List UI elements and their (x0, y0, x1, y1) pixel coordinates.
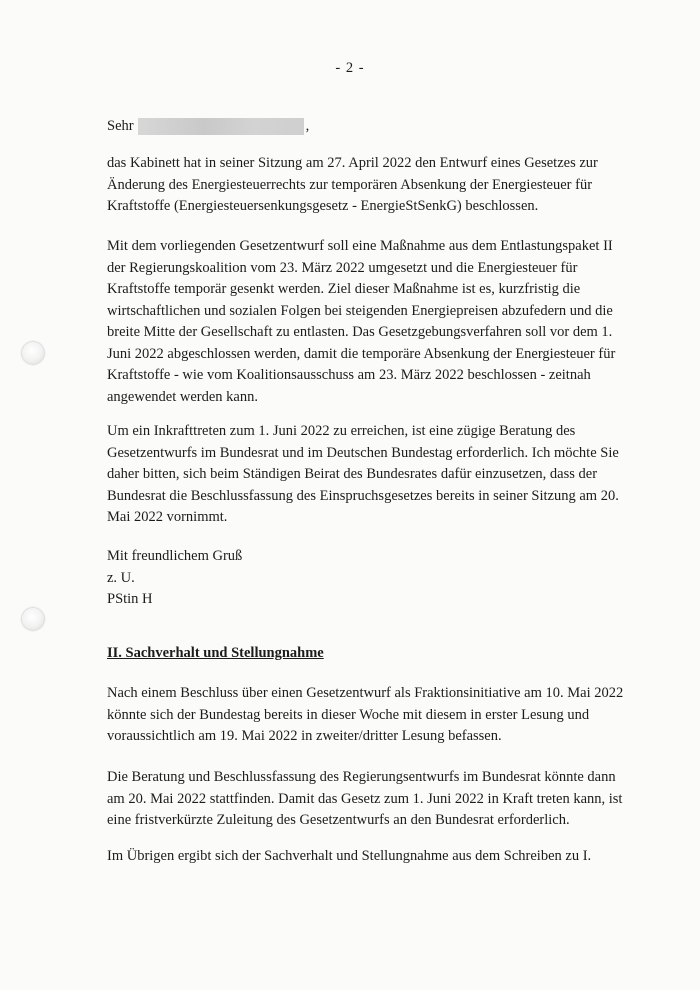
salutation-suffix: , (305, 118, 310, 134)
closing-zu: z. U. (107, 569, 135, 586)
punch-hole-top (22, 342, 44, 364)
paragraph-remainder: Im Übrigen ergibt sich der Sachverhalt und Stellungnahme aus dem Schreiben zu I. (107, 848, 592, 864)
redacted-name-block (138, 118, 304, 135)
closing-greeting: Mit freundlichem Gruß (107, 548, 243, 564)
closing-signatory: PStin H (107, 591, 153, 607)
page-number: - 2 - (335, 60, 365, 76)
paragraph-request-bundesrat: Um ein Inkrafttreten zum 1. Juni 2022 zu erreichen, ist eine zügige Beratung des Gesetzentwurfs im Bundesrat und im Deutschen Bundestag erforderlich. Ich möchte Sie daher bitten, sich beim Ständigen Beirat des Bundesrates dafür einzusetzen, dass der Bundesrat die Beschlussfassung des Einspruchsgesetzes bereits in seiner Sitzung am 20. Mai 2022 vornimmt. (107, 423, 619, 525)
paragraph-bundesrat-schedule: Die Beratung und Beschlussfassung des Regierungsentwurfs im Bundesrat könnte dann am 20. Mai 2022 stattfinden. Damit das Gesetz zum 1. Juni 2022 in Kraft treten kann, ist eine fristverkürzte Zuleitung des Gesetzentwurfs an den Bundesrat erforderlich. (107, 769, 623, 828)
paragraph-cabinet-decision: das Kabinett hat in seiner Sitzung am 27. April 2022 den Entwurf eines Gesetzes zur Änderung des Energiesteuerrechts zur temporären Absenkung der Energiesteuer für Kraftstoffe (Energiesteuersenkungsgesetz - EnergieStSenkG) beschlossen. (107, 155, 598, 214)
salutation-prefix: Sehr (107, 118, 134, 134)
salutation (107, 118, 309, 135)
closing-block (107, 546, 242, 611)
paragraph-bundestag-schedule: Nach einem Beschluss über einen Gesetzentwurf als Fraktionsinitiative am 10. Mai 2022 könnte sich der Bundestag bereits in dieser Woche mit diesem in erster Lesung und voraussichtlich am 19. Mai 2022 in zweiter/dritter Lesung befassen. (107, 685, 624, 744)
paragraph-relief-package: Mit dem vorliegenden Gesetzentwurf soll eine Maßnahme aus dem Entlastungspaket II der Regierungskoalition vom 23. März 2022 umgesetzt und die Energiesteuer für Kraftstoffe temporär gesenkt werden. Ziel dieser Maßnahme ist es, kurzfristig die wirtschaftlichen und sozialen Folgen bei steigenden Energiepreisen abzufedern und die breite Mitte der Gesellschaft zu entlasten. Das Gesetzgebungsverfahren soll vor dem 1. Juni 2022 abgeschlossen werden, damit die temporäre Absenkung der Energiesteuer für Kraftstoffe - wie vom Koalitionsausschuss am 23. März 2022 beschlossen - zeitnah angewendet werden kann. (107, 238, 616, 405)
punch-hole-bottom (22, 608, 44, 630)
section-heading: II. Sachverhalt und Stellungnahme (107, 645, 324, 661)
